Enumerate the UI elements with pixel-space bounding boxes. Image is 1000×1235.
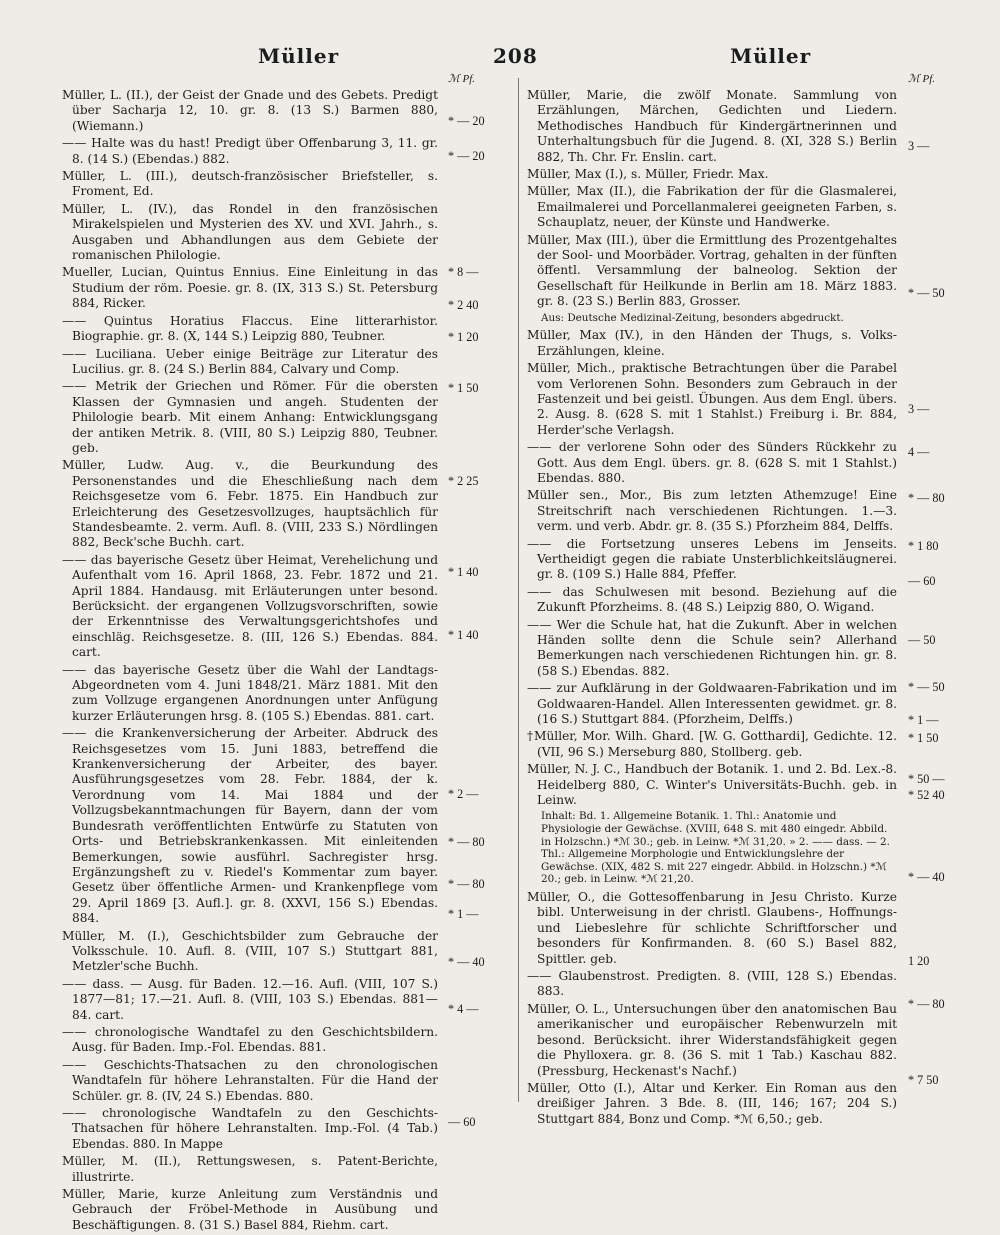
catalog-entry: Mueller, Lucian, Quintus Ennius. Eine Einleitung in das Studium der röm. Poesie. gr. 8. (IX, 313 S.) St. Petersburg 884, Ricker. [62,265,438,311]
entries-column-left [62,88,438,1235]
catalog-entry: †Müller, Mor. Wilh. Ghard. [W. G. Gotthardi], Gedichte. 12. (VII, 96 S.) Merseburg 880, Stollberg. geb. [527,729,897,759]
catalog-entry: —— chronologische Wandtafeln zu den Geschichts-Thatsachen für höhere Lehranstalten. Imp.-Fol. (4 Tab.) Ebendas. 880. In Mappe [62,1106,438,1151]
price-heading-left: ℳ Pf. [448,73,476,85]
catalog-entry: —— dass. — Ausg. für Baden. 12.—16. Aufl. (VIII, 107 S.) 1877—81; 17.—21. Aufl. 8. (VIII, 103 S.) Ebendas. 881—84. cart. [62,976,438,1022]
catalog-entry: —— Wer die Schule hat, hat die Zukunft. Aber in welchen Händen sollte denn die Schule sein? Allerhand Bemerkungen nach verschiedenen Richtungen hin. gr. 8. (58 S.) Ebendas. 882. [527,617,897,678]
catalog-entry: —— Metrik der Griechen und Römer. Für die obersten Klassen der Gymnasien und angeh. Studenten der Philologie bearb. Mit einem Anhang: Entwicklungsgang der antiken Metrik. 8. (VIII, 80 S.) Leipzig 880, Teubner. geb. [62,379,438,455]
catalog-entry: —— das bayerische Gesetz über die Wahl der Landtags-Abgeordneten vom 4. Juni 1848/21. März 1881. Mit den zum Vollzuge ergangenen Anordnungen unter Anfügung kurzer Erläuterungen hrsg. 8. (105 S.) Ebendas. 881. cart. [62,662,438,723]
price-entry: 4 — [908,445,930,459]
catalog-entry: Müller, Max (III.), über die Ermittlung des Prozentgehaltes der Sool- und Moorbäder. Vortrag, gehalten in der fünften öffentl. Versammlung der balneolog. Sektion der Gesellschaft für Heilkunde in Berlin am 18. März 1883. gr. 8. (23 S.) Berlin 883, Grosser. [527,232,897,309]
price-entry: 3 — [908,139,930,153]
catalog-entry: Müller, Max (II.), die Fabrikation der für die Glasmalerei, Emailmalerei und Porcellanmalerei geeigneten Farben, s. Schauplatz, neuer, der Künste und Handwerke. [527,184,897,230]
catalog-entry: —— chronologische Wandtafel zu den Geschichtsbildern. Ausg. für Baden. Imp.-Fol. Ebendas. 881. [62,1024,438,1055]
catalog-entry: Müller, Marie, kurze Anleitung zum Verständnis und Gebrauch der Fröbel-Methode in Ausübung und Beschäftigungen. 8. (31 S.) Basel 884, Riehm. cart. [62,1187,438,1232]
price-entry: * 52 40 [908,788,945,802]
price-entry: * — 80 [448,877,485,891]
entries-column-right [527,88,897,1129]
contents-note: Inhalt: Bd. 1. Allgemeine Botanik. 1. Thl.: Anatomie und Physiologie der Gewächse. (XVIII, 648 S. mit 480 eingedr. Abbild. in Holzschn.) *ℳ 30.; geb. in Leinw. *ℳ 31,20. » 2. —— dass. — 2. Thl.: Allgemeine Morphologie und Entwicklungslehre der Gewächse. (XIX, 482 S. mit 227 eingedr. Abbild. in Holzschn.) *ℳ 20.; geb. in Leinw. *ℳ 21,20. [541,810,890,886]
price-entry: * 2 40 [448,298,479,312]
price-entry: * — 80 [448,835,485,849]
price-entry: * 1 40 [448,565,479,579]
price-entry: * — 40 [448,955,485,969]
price-entry: 1 20 [908,954,930,968]
price-entry: * — 40 [908,870,945,884]
catalog-entry: Müller, Ludw. Aug. v., die Beurkundung des Personenstandes und die Eheschließung nach dem Reichsgesetze vom 6. Febr. 1875. Ein Handbuch zur Erleichterung des Gesetzesvollzuges, hauptsächlich für Standesbeamte. 2. verm. Aufl. 8. (VIII, 233 S.) Nördlingen 882, Beck'sche Buchh. cart. [62,458,438,550]
price-entry: * 1 — [448,907,479,921]
catalog-entry: —— die Fortsetzung unseres Lebens im Jenseits. Vertheidigt gegen die rabiate Unsterblichkeitsläugnerei. gr. 8. (109 S.) Halle 884, Pfeffer. [527,536,897,582]
catalog-entry: Müller, Mich., praktische Betrachtungen über die Parabel vom Verlorenen Sohn. Besonders zum Gebrauch in der Fastenzeit und bei geistl. Übungen. Aus dem Engl. übers. 2. Ausg. 8. (628 S. mit 1 Stahlst.) Freiburg i. Br. 884, Herder'sche Verlagsh. [527,361,897,437]
price-entry: * 50 — [908,772,945,786]
price-entry: — 50 [908,633,936,647]
catalog-entry: Müller, M. (II.), Rettungswesen, s. Patent-Berichte, illustrirte. [62,1154,438,1184]
catalog-entry: —— Quintus Horatius Flaccus. Eine litterarhistor. Biographie. gr. 8. (X, 144 S.) Leipzig 880, Teubner. [62,313,438,344]
price-heading-right: ℳ Pf. [908,73,936,85]
catalog-entry: Müller, Max (IV.), in den Händen der Thugs, s. Volks-Erzählungen, kleine. [527,328,897,358]
catalog-entry: Müller, O., die Gottesoffenbarung in Jesu Christo. Kurze bibl. Unterweisung in der christl. Glaubens-, Hoffnungs- und Liebeslehre für schlichte Schriftforscher und besonders für Konfirmanden. 8. (60 S.) Basel 882, Spittler. geb. [527,890,897,966]
catalog-entry: Müller, Otto (I.), Altar und Kerker. Ein Roman aus den dreißiger Jahren. 3 Bde. 8. (III, 146; 167; 204 S.) Stuttgart 884, Bonz und Comp. *ℳ 6,50.; geb. [527,1080,897,1126]
price-entry: * — 20 [448,149,485,163]
price-entry: — 60 [908,574,936,588]
price-entry: * 7 50 [908,1073,939,1087]
price-entry: * — 50 [908,286,945,300]
catalog-entry: Müller, M. (I.), Geschichtsbilder zum Gebrauche der Volksschule. 10. Aufl. 8. (VIII, 107 S.) Stuttgart 881, Metzler'sche Buchh. [62,928,438,974]
catalog-entry: —— Halte was du hast! Predigt über Offenbarung 3, 11. gr. 8. (14 S.) (Ebendas.) 882. [62,136,438,166]
catalog-entry: —— der verlorene Sohn oder des Sünders Rückkehr zu Gott. Aus dem Engl. übers. gr. 8. (628 S. mit 1 Stahlst.) Ebendas. 880. [527,440,897,485]
price-entry: * 1 80 [908,539,939,553]
catalog-entry: Müller, N. J. C., Handbuch der Botanik. 1. und 2. Bd. Lex.-8. Heidelberg 880, C. Winter's Universitäts-Buchh. geb. in Leinw. [527,762,897,808]
catalog-entry: —— die Krankenversicherung der Arbeiter. Abdruck des Reichsgesetzes vom 15. Juni 1883, betreffend die Krankenversicherung der Arbeiter, des bayer. Ausführungsgesetzes vom 28. Febr. 1884, der k. Verordnung vom 14. Mai 1884 und der Vollzugsbekanntmachungen für Bayern, dann der vom Bundesrath veröffentlichten Entwürfe zu Statuten von Orts- und Betriebskrankenkassen. Mit einleitenden Bemerkungen, sowie ausführl. Sachregister hrsg. Ergänzungsheft zu v. Riedel's Kommentar zum bayer. Gesetz über öffentliche Armen- und Krankenpflege vom 29. April 1869 [3. Aufl.]. gr. 8. (XXVI, 156 S.) Ebendas. 884. [62,726,438,926]
catalog-entry: Müller, L. (III.), deutsch-französischer Briefsteller, s. Froment, Ed. [62,169,438,199]
price-entry: * — 20 [448,114,485,128]
price-entry: * 2 — [448,787,479,801]
catalog-entry: —— Glaubenstrost. Predigten. 8. (VIII, 128 S.) Ebendas. 883. [527,969,897,999]
catalog-entry: Müller, Marie, die zwölf Monate. Sammlung von Erzählungen, Märchen, Gedichten und Liedern. Methodisches Handbuch für Kindergärtnerinnen und Unterhaltungsbuch für die Jugend. 8. (XI, 328 S.) Berlin 882, Th. Chr. Fr. Enslin. cart. [527,88,897,164]
catalog-entry: Müller, O. L., Untersuchungen über den anatomischen Bau amerikanischer und europäischer Rebenwurzeln mit besond. Berücksicht. ihrer Widerstandsfähigkeit gegen die Phylloxera. gr. 8. (36 S. mit 1 Tab.) Kaschau 882. (Pressburg, Heckenast's Nachf.) [527,1001,897,1078]
price-entry: * 1 20 [448,330,479,344]
price-entry: * 1 50 [908,731,939,745]
catalog-entry: Müller, Max (I.), s. Müller, Friedr. Max. [527,167,769,182]
source-note: Aus: Deutsche Medizinal-Zeitung, besonders abgedruckt. [541,311,844,324]
catalog-entry: Müller, L. (II.), der Geist der Gnade und des Gebets. Predigt über Sacharja 12, 10. gr. 8. (13 S.) Barmen 880, (Wiemann.) [62,88,438,133]
catalog-entry: —— Geschichts-Thatsachen zu den chronologischen Wandtafeln für höhere Lehranstalten. Für die Hand der Schüler. gr. 8. (IV, 24 S.) Ebendas. 880. [62,1057,438,1103]
catalog-entry: —— zur Aufklärung in der Goldwaaren-Fabrikation und im Goldwaaren-Handel. Allen Interessenten gewidmet. gr. 8. (16 S.) Stuttgart 884. (Pforzheim, Delffs.) [527,681,897,727]
catalog-entry: —— das bayerische Gesetz über Heimat, Verehelichung und Aufenthalt vom 16. April 1868, 23. Febr. 1872 und 21. April 1884. Handausg. mit Erläuterungen unter besond. Berücksicht. der ergangenen Vollzugsvorschriften, sowie der Erkenntnisse des Verwaltungsgerichtshofes und einschläg. Reichsgesetze. 8. (III, 126 S.) Ebendas. 884. cart. [62,552,438,660]
catalog-entry: Müller, L. (IV.), das Rondel in den französischen Mirakelspielen und Mysterien des XV. und XVI. Jahrh., s. Ausgaben und Abhandlungen aus dem Gebiete der romanischen Philologie. [62,201,438,263]
price-entry: 3 — [908,402,930,416]
catalog-entry: Müller sen., Mor., Bis zum letzten Athemzuge! Eine Streitschrift nach verschiedenen Richtungen. 1.—3. verm. und verb. Abdr. gr. 8. (35 S.) Pforzheim 884, Delffs. [527,488,897,534]
price-entry: * 1 — [908,713,939,727]
running-head-left: Müller [258,44,340,68]
price-entry: * 1 50 [448,381,479,395]
price-entry: * 8 — [448,265,479,279]
running-head-right: Müller [730,44,812,68]
price-entry: — 60 [448,1115,476,1129]
price-entry: * — 80 [908,491,945,505]
column-divider [518,78,519,1102]
catalog-entry: —— Luciliana. Ueber einige Beiträge zur Literatur des Lucilius. gr. 8. (24 S.) Berlin 884, Calvary und Comp. [62,346,438,376]
price-entry: * — 50 [908,680,945,694]
price-entry: * — 80 [908,997,945,1011]
price-entry: * 1 40 [448,628,479,642]
page-number: 208 [493,44,538,68]
catalog-entry: —— das Schulwesen mit besond. Beziehung auf die Zukunft Pforzheims. 8. (48 S.) Leipzig 880, O. Wigand. [527,584,897,615]
price-entry: * 2 25 [448,474,479,488]
price-entry: * 4 — [448,1002,479,1016]
